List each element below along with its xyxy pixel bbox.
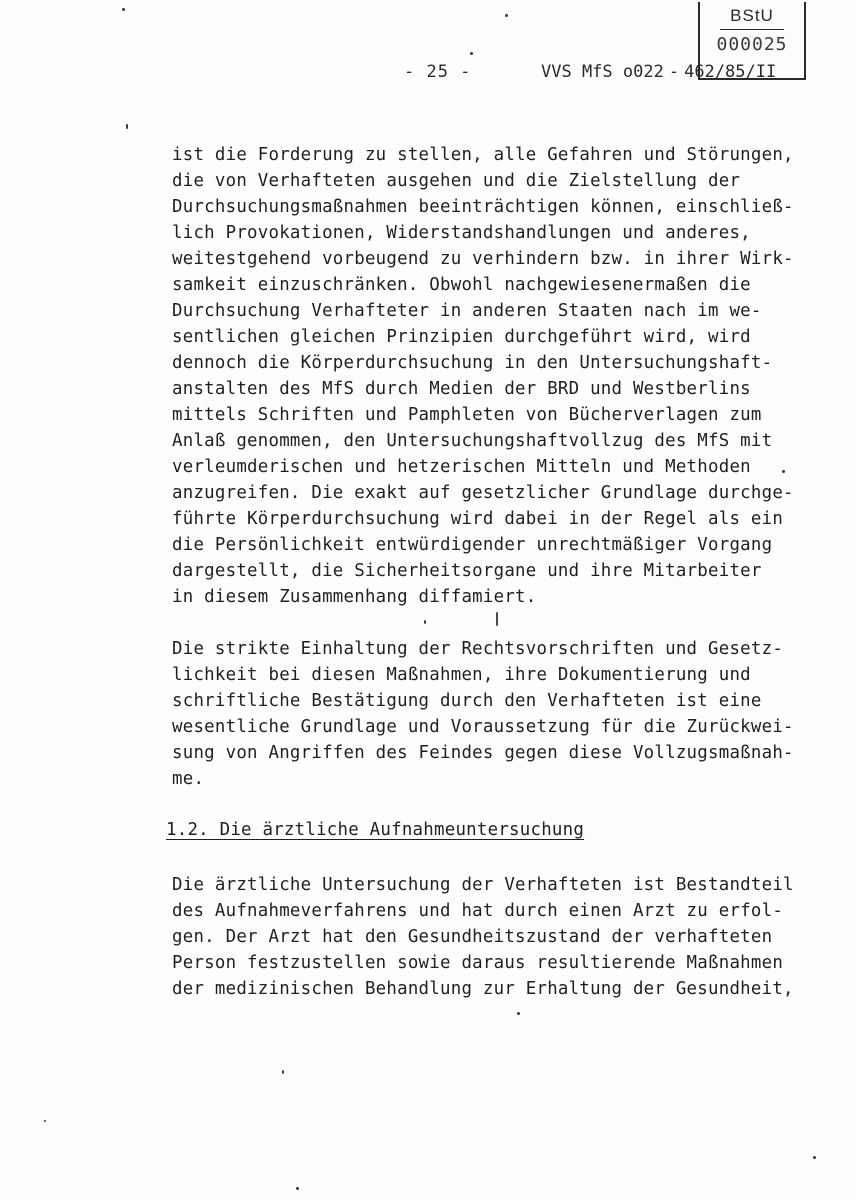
- stamp-label: BStU: [730, 6, 774, 25]
- paragraph-2: [172, 636, 792, 792]
- scan-speck: [517, 1012, 520, 1015]
- text-line: des Aufnahmeverfahrens und hat durch einen Arzt zu erfol-: [172, 901, 784, 921]
- text-line: sung von Angriffen des Feindes gegen diese Vollzugsmaßnah-: [172, 743, 794, 763]
- scan-speck: [496, 612, 498, 626]
- stamp-number: 000025: [716, 34, 788, 55]
- text-line: Durchsuchung Verhafteter in anderen Staaten nach im we-: [172, 301, 762, 321]
- stamp-divider: [720, 29, 784, 30]
- section-heading: 1.2. Die ärztliche Aufnahmeuntersuchung: [166, 820, 585, 840]
- text-line: me.: [172, 769, 205, 789]
- text-line: samkeit einzuschränken. Obwohl nachgewiesenermaßen die: [172, 275, 751, 295]
- text-line: Anlaß genommen, den Untersuchungshaftvollzug des MfS mit: [172, 431, 773, 451]
- text-line: gen. Der Arzt hat den Gesundheitszustand der verhafteten: [172, 927, 773, 947]
- scan-speck: [424, 620, 426, 624]
- reference-separator: -: [668, 62, 680, 82]
- text-line: sentlichen gleichen Prinzipien durchgeführt wird, wird: [172, 327, 751, 347]
- text-line: führte Körperdurchsuchung wird dabei in der Regel als ein: [172, 509, 784, 529]
- text-line: ist die Forderung zu stellen, alle Gefahren und Störungen,: [172, 145, 794, 165]
- scan-speck: [122, 8, 125, 11]
- text-line: in diesem Zusammenhang diffamiert.: [172, 587, 537, 607]
- text-line: Die strikte Einhaltung der Rechtsvorschriften und Gesetz-: [172, 639, 784, 659]
- document-reference: [541, 62, 776, 82]
- text-line: anzugreifen. Die exakt auf gesetzlicher Grundlage durchge-: [172, 483, 794, 503]
- paragraph-3: [172, 872, 792, 1002]
- page-number: - 25 -: [404, 62, 472, 82]
- scan-speck: [296, 1187, 299, 1190]
- text-line: mittels Schriften und Pamphleten von Bücherverlagen zum: [172, 405, 762, 425]
- text-line: der medizinischen Behandlung zur Erhaltung der Gesundheit,: [172, 979, 794, 999]
- text-line: Die ärztliche Untersuchung der Verhafteten ist Bestandteil: [172, 875, 794, 895]
- text-line: Person festzustellen sowie daraus resultierende Maßnahmen: [172, 953, 784, 973]
- paragraph-1: [172, 142, 792, 610]
- text-line: lichkeit bei diesen Maßnahmen, ihre Dokumentierung und: [172, 665, 751, 685]
- text-line: wesentliche Grundlage und Voraussetzung für die Zurückwei-: [172, 717, 794, 737]
- scan-speck: [282, 1070, 284, 1074]
- text-line: verleumderischen und hetzerischen Mitteln und Methoden: [172, 457, 751, 477]
- classification-mark: VVS MfS o022: [541, 62, 664, 82]
- text-line: weitestgehend vorbeugend zu verhindern bzw. in ihrer Wirk-: [172, 249, 794, 269]
- scan-speck: [470, 52, 473, 55]
- text-line: die Persönlichkeit entwürdigender unrechtmäßiger Vorgang: [172, 535, 773, 555]
- text-line: Durchsuchungsmaßnahmen beeinträchtigen können, einschließ-: [172, 197, 794, 217]
- text-line: schriftliche Bestätigung durch den Verhafteten ist eine: [172, 691, 762, 711]
- text-line: dennoch die Körperdurchsuchung in den Untersuchungshaft-: [172, 353, 773, 373]
- text-line: dargestellt, die Sicherheitsorgane und ihre Mitarbeiter: [172, 561, 762, 581]
- text-line: die von Verhafteten ausgehen und die Zielstellung der: [172, 171, 741, 191]
- scan-speck: [782, 470, 785, 473]
- scan-speck: [505, 14, 508, 17]
- scan-speck: [126, 124, 128, 129]
- text-line: anstalten des MfS durch Medien der BRD und Westberlins: [172, 379, 751, 399]
- text-line: lich Provokationen, Widerstandshandlungen und anderes,: [172, 223, 751, 243]
- registry-number: 462/85/II: [684, 62, 777, 82]
- scan-speck: [813, 1156, 816, 1159]
- scan-speck: [44, 1120, 46, 1122]
